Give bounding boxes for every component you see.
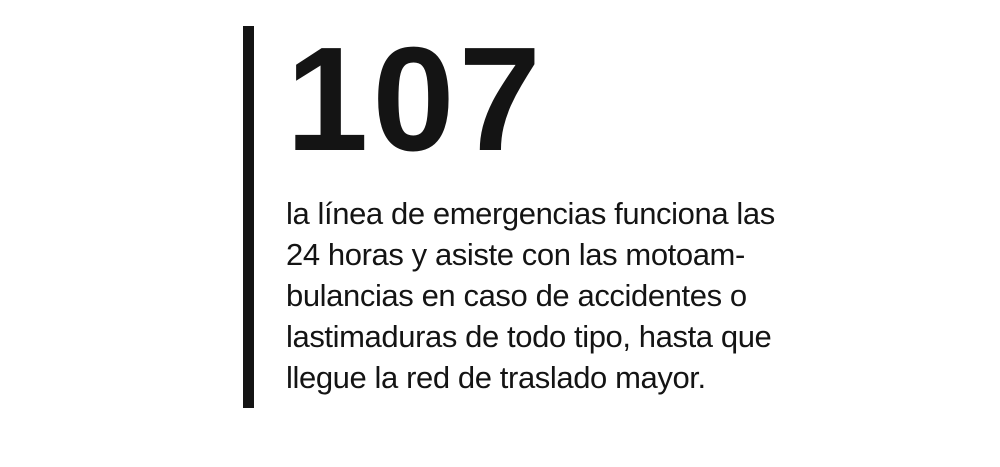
description-line: 24 horas y asiste con las motoam- bbox=[286, 237, 745, 273]
statistic-number: 107 bbox=[286, 17, 545, 182]
statistic-description bbox=[286, 168, 775, 399]
statistic-callout bbox=[243, 17, 775, 408]
description-line: llegue la red de traslado mayor. bbox=[286, 359, 706, 395]
description-line: lastimaduras de todo tipo, hasta que bbox=[286, 318, 772, 354]
vertical-rule-divider bbox=[243, 26, 254, 408]
description-line: bulancias en caso de accidentes o bbox=[286, 277, 747, 313]
description-line: la línea de emergencias funciona las bbox=[286, 196, 775, 232]
callout-content bbox=[254, 17, 775, 408]
